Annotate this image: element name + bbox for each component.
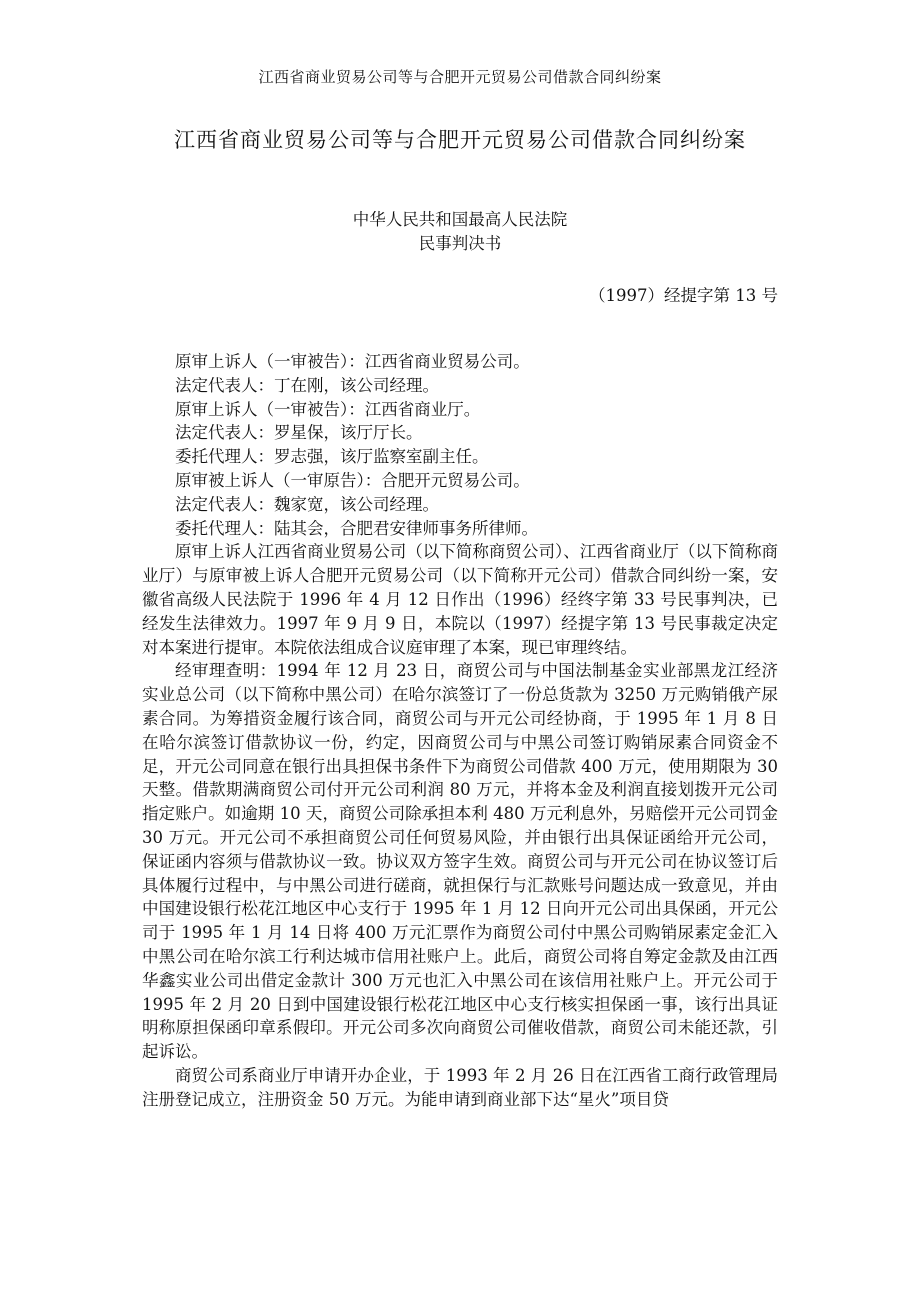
judgment-body	[142, 350, 778, 1112]
case-number: （1997）经提字第 13 号	[589, 286, 778, 305]
party-line: 原审被上诉人（一审原告）：合肥开元贸易公司。	[175, 470, 530, 490]
paragraph-facts: 经审理查明：1994 年 12 月 23 日，商贸公司与中国法制基金实业部黑龙江经济实业总公司（以下简称中黑公司）在哈尔滨签订了一份总货款为 3250 万元购销俄产尿素合同。为筹措资金履行该合同，商贸公司与开元公司经协商，于 1995 年 1 月 8 日在哈尔滨签订借款协议一份，约定，因商贸公司与中黑公司签订购销尿素合同资金不足，开元公司同意在银行出具担保书条件下为商贸公司借款 400 万元，使用期限为 30 天整。借款期满商贸公司付开元公司利润 80 万元，并将本金及利润直接划拨开元公司指定账户。如逾期 10 天，商贸公司除承担本利 480 万元利息外，另赔偿开元公司罚金 30 万元。开元公司不承担商贸公司任何贸易风险，并由银行出具保证函给开元公司，保证函内容须与借款协议一致。协议双方签字生效。商贸公司与开元公司在协议签订后具体履行过程中，与中黑公司进行磋商，就担保行与汇款账号问题达成一致意见，并由中国建设银行松花江地区中心支行于 1995 年 1 月 12 日向开元公司出具保函，开元公司于 1995 年 1 月 14 日将 400 万元汇票作为商贸公司付中黑公司购销尿素定金汇入中黑公司在哈尔滨工行利达城市信用社账户上。此后，商贸公司将自筹定金款及由江西华鑫实业公司出借定金款计 300 万元也汇入中黑公司在该信用社账户上。开元公司于 1995 年 2 月 20 日到中国建设银行松花江地区中心支行核实担保函一事，该行出具证明称原担保函印章系假印。开元公司多次向商贸公司催收借款，商贸公司未能还款，引起诉讼。	[142, 661, 778, 1062]
document-type: 民事判决书	[418, 234, 502, 253]
party-line: 原审上诉人（一审被告）：江西省商业厅。	[175, 399, 481, 419]
court-name: 中华人民共和国最高人民法院	[352, 210, 568, 229]
party-line: 法定代表人：魏家宽，该公司经理。	[175, 494, 439, 514]
document-title: 江西省商业贸易公司等与合肥开元贸易公司借款合同纠纷案	[174, 128, 746, 152]
party-line: 法定代表人：丁在刚，该公司经理。	[175, 375, 439, 395]
paragraph-procedural-history: 原审上诉人江西省商业贸易公司（以下简称商贸公司）、江西省商业厅（以下简称商业厅）与原审被上诉人合肥开元贸易公司（以下简称开元公司）借款合同纠纷一案，安徽省高级人民法院于 1996 年 4 月 12 日作出（1996）经终字第 33 号民事判决，已经发生法律效力。1997 年 9 月 9 日，本院以（1997）经提字第 13 号民事裁定决定对本案进行提审。本院依法组成合议庭审理了本案，现已审理终结。	[142, 542, 778, 657]
running-header: 江西省商业贸易公司等与合肥开元贸易公司借款合同纠纷案	[258, 68, 662, 86]
party-line: 法定代表人：罗星保，该厅厅长。	[175, 423, 423, 443]
paragraph-background: 商贸公司系商业厅申请开办企业，于 1993 年 2 月 26 日在江西省工商行政管理局注册登记成立，注册资金 50 万元。为能申请到商业部下达“星火”项目贷	[142, 1065, 778, 1109]
party-line: 原审上诉人（一审被告）：江西省商业贸易公司。	[175, 352, 530, 371]
party-line: 委托代理人：陆其会，合肥君安律师事务所律师。	[175, 518, 538, 538]
party-line: 委托代理人：罗志强，该厅监察室副主任。	[175, 447, 489, 467]
